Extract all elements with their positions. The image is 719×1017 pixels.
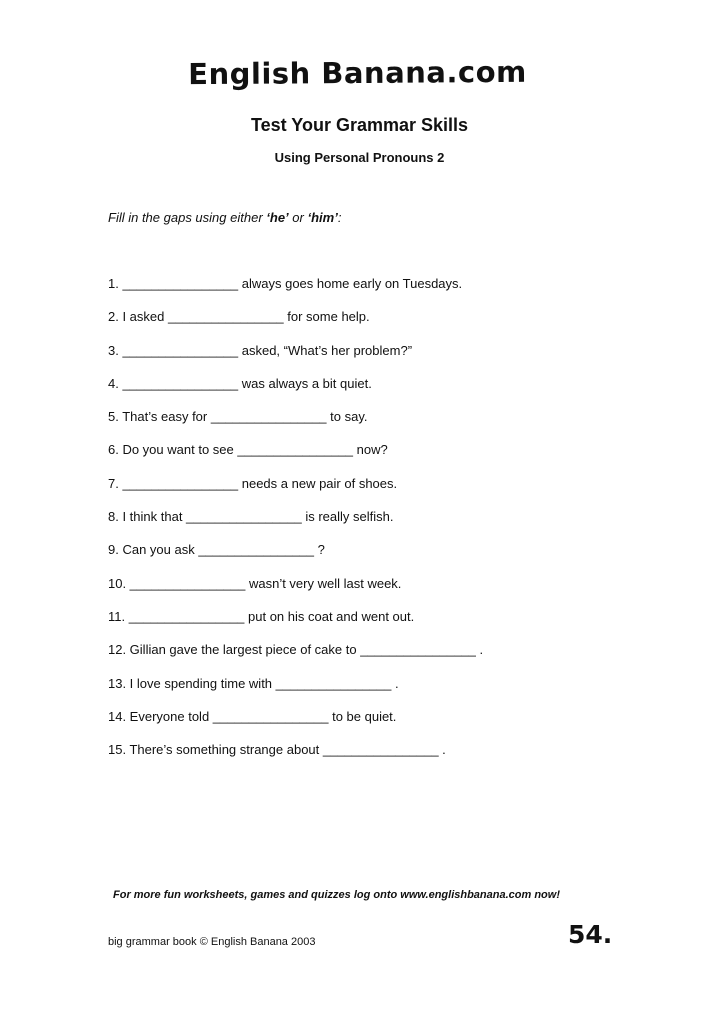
instruction-option-he: ‘he’ bbox=[266, 210, 289, 225]
page-number: 54. bbox=[568, 920, 613, 949]
footer-book-credit: big grammar book © English Banana 2003 bbox=[108, 936, 316, 948]
question-item: 6. Do you want to see ________________ now? bbox=[108, 442, 388, 458]
question-item: 4. ________________ was always a bit quiet. bbox=[108, 375, 372, 391]
question-item: 3. ________________ asked, “What’s her problem?” bbox=[108, 342, 413, 358]
question-item: 14. Everyone told ________________ to be quiet. bbox=[108, 708, 397, 724]
page-title: Test Your Grammar Skills bbox=[250, 115, 469, 135]
question-item: 5. That’s easy for ________________ to say. bbox=[108, 409, 368, 425]
question-item: 12. Gillian gave the largest piece of cake to ________________ . bbox=[108, 642, 484, 658]
question-item: 15. There’s something strange about ________________ . bbox=[108, 742, 446, 758]
instruction-option-him: ‘him’ bbox=[307, 210, 338, 225]
instruction-text bbox=[108, 210, 341, 225]
question-item: 13. I love spending time with ________________ . bbox=[108, 675, 399, 691]
question-item: 8. I think that ________________ is really selfish. bbox=[108, 509, 394, 525]
footer-promo-text: For more fun worksheets, games and quizzes log onto www.englishbanana.com now! bbox=[113, 889, 560, 901]
question-item: 9. Can you ask ________________ ? bbox=[108, 542, 325, 558]
instruction-joiner: or bbox=[288, 210, 308, 225]
question-item: 7. ________________ needs a new pair of shoes. bbox=[108, 475, 398, 491]
site-logo: English Banana.com bbox=[188, 54, 527, 92]
question-list bbox=[108, 276, 483, 775]
question-item: 11. ________________ put on his coat and went out. bbox=[108, 608, 415, 624]
page-subtitle: Using Personal Pronouns 2 bbox=[274, 150, 445, 165]
instruction-suffix: : bbox=[337, 210, 342, 225]
question-item: 1. ________________ always goes home early on Tuesdays. bbox=[108, 276, 463, 291]
question-item: 10. ________________ wasn’t very well last week. bbox=[108, 575, 402, 591]
question-item: 2. I asked ________________ for some help. bbox=[108, 309, 370, 325]
instruction-prefix: Fill in the gaps using either bbox=[108, 210, 267, 225]
